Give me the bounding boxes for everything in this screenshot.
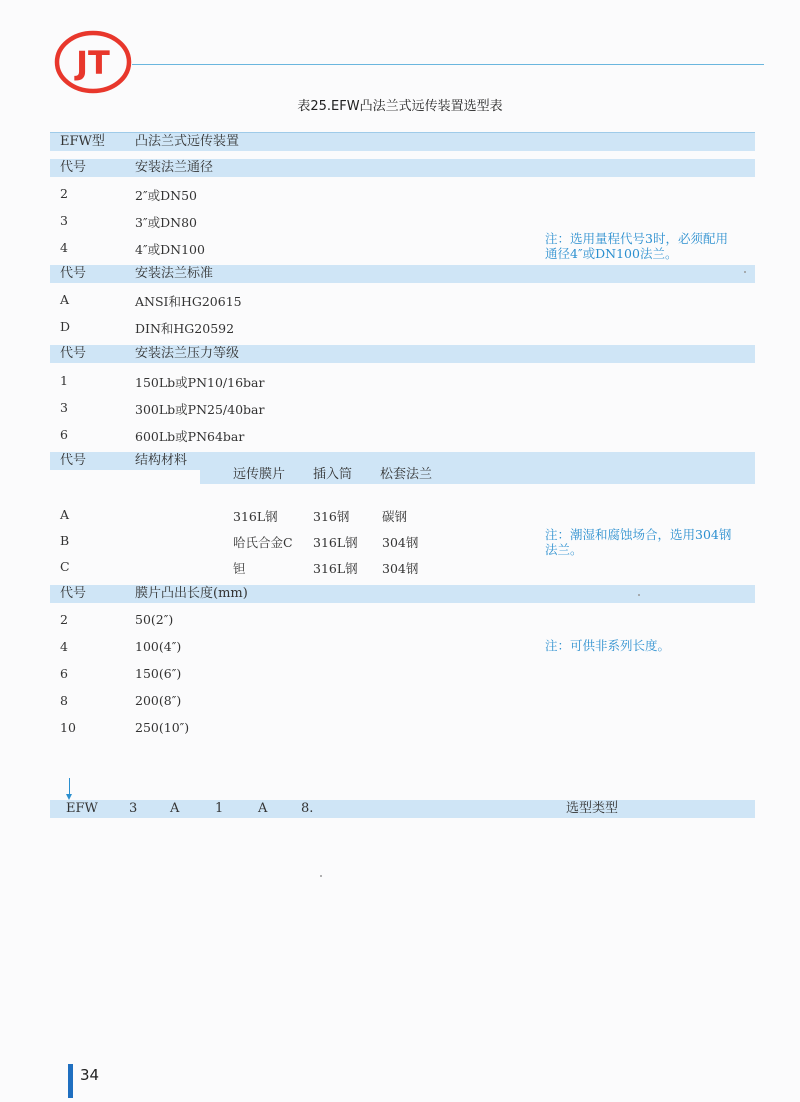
material-col-insert: 插入筒 — [313, 467, 353, 482]
diameter-row-value: 2″或DN50 — [135, 188, 197, 203]
standard-label: 安装法兰标准 — [135, 266, 214, 281]
length-row-value: 50(2″) — [135, 612, 174, 627]
pressure-row-code: 6 — [60, 427, 68, 442]
pressure-row-value: 300Lb或PN25/40bar — [135, 402, 265, 417]
speck — [320, 875, 322, 877]
length-row-value: 250(10″) — [135, 720, 190, 735]
material-row-code: B — [60, 533, 70, 548]
material-row-c2: 316L钢 — [313, 561, 358, 576]
length-row-code: 2 — [60, 612, 68, 627]
length-row-value: 150(6″) — [135, 666, 182, 681]
example-part: EFW — [66, 801, 98, 816]
pressure-row-value: 600Lb或PN64bar — [135, 429, 245, 444]
material-row-c3: 304钢 — [382, 535, 419, 550]
material-label: 结构材料 — [135, 453, 188, 468]
diameter-note-line2: 通径4″或DN100法兰。 — [545, 246, 678, 261]
example-part: 3 — [129, 801, 138, 816]
length-code-header: 代号 — [60, 586, 87, 601]
example-label: 选型类型 — [566, 801, 619, 816]
length-row-code: 8 — [60, 693, 68, 708]
length-row-value: 100(4″) — [135, 639, 182, 654]
material-note-line1: 注：潮湿和腐蚀场合，选用304钢 — [545, 527, 732, 542]
diameter-label: 安装法兰通径 — [135, 160, 214, 175]
diameter-note-line1: 注：选用量程代号3时，必须配用 — [545, 231, 728, 246]
page-number-bar — [68, 1064, 73, 1098]
jt-logo — [54, 30, 132, 94]
diameter-row-code: 3 — [60, 213, 68, 228]
length-row-code: 4 — [60, 639, 68, 654]
pressure-row-code: 3 — [60, 400, 68, 415]
model-label: 凸法兰式远传装置 — [135, 134, 240, 149]
page-title: 表25.EFW凸法兰式远传装置选型表 — [297, 99, 503, 114]
material-row-code: C — [60, 559, 70, 574]
material-note-line2: 法兰。 — [545, 542, 583, 557]
diameter-row-code: 2 — [60, 186, 68, 201]
model-code: EFW型 — [60, 134, 105, 149]
diameter-row-code: 4 — [60, 240, 68, 255]
material-row-code: A — [60, 507, 70, 522]
pressure-row-value: 150Lb或PN10/16bar — [135, 375, 265, 390]
page-number: 34 — [80, 1066, 100, 1084]
material-row-c1: 哈氏合金C — [233, 535, 293, 550]
standard-row-code: A — [60, 292, 70, 307]
standard-code-header: 代号 — [60, 266, 87, 281]
material-row-c3: 碳钢 — [382, 509, 408, 524]
material-code-header: 代号 — [60, 453, 87, 468]
pressure-row-code: 1 — [60, 373, 68, 388]
length-note: 注：可供非系列长度。 — [545, 638, 671, 653]
example-part: A — [258, 801, 268, 816]
diameter-code-header: 代号 — [60, 160, 87, 175]
diameter-row-value: 3″或DN80 — [135, 215, 197, 230]
example-part: 1 — [215, 801, 224, 816]
material-row-c1: 316L钢 — [233, 509, 278, 524]
length-label: 膜片凸出长度(mm) — [135, 586, 248, 601]
length-row-code: 10 — [60, 720, 76, 735]
material-row-c2: 316钢 — [313, 509, 350, 524]
material-row-c2: 316L钢 — [313, 535, 358, 550]
example-part: A — [170, 801, 180, 816]
band-example — [50, 800, 755, 818]
speck — [638, 594, 640, 596]
logo-text: JT — [76, 44, 110, 82]
material-col-diaphragm: 远传膜片 — [233, 467, 286, 482]
length-row-value: 200(8″) — [135, 693, 182, 708]
example-part: 8. — [301, 801, 314, 816]
speck — [744, 271, 746, 273]
diameter-row-value: 4″或DN100 — [135, 242, 205, 257]
standard-row-code: D — [60, 319, 71, 334]
standard-row-value: DIN和HG20592 — [135, 321, 235, 336]
pressure-code-header: 代号 — [60, 346, 87, 361]
length-row-code: 6 — [60, 666, 68, 681]
pressure-label: 安装法兰压力等级 — [135, 346, 240, 361]
material-col-flange: 松套法兰 — [380, 467, 433, 482]
material-row-c1: 钽 — [233, 561, 246, 576]
material-row-c3: 304钢 — [382, 561, 419, 576]
standard-row-value: ANSI和HG20615 — [135, 294, 242, 309]
header-divider — [132, 64, 764, 65]
